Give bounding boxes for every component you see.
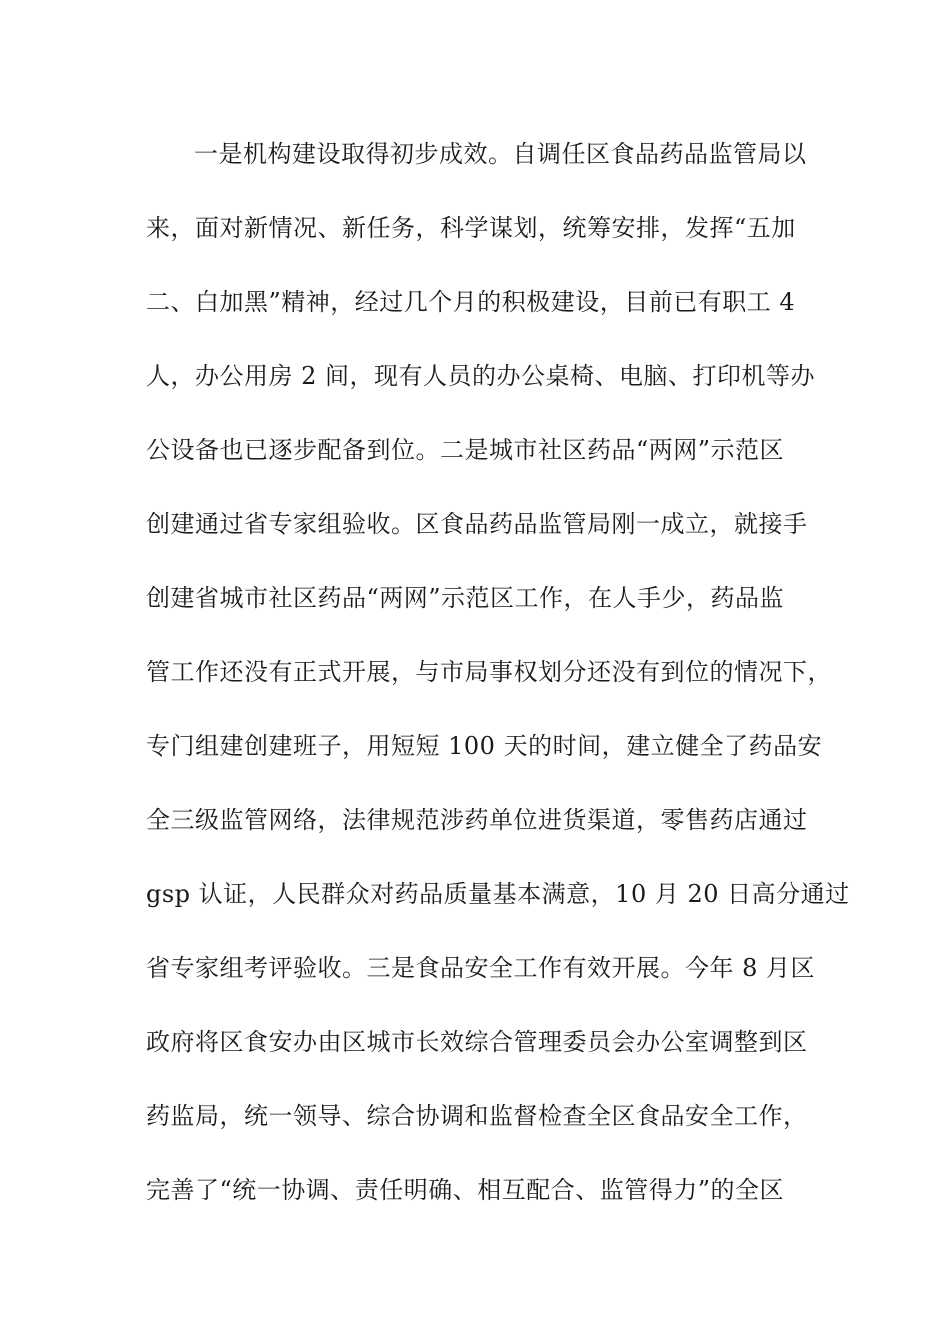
text-line: 创建通过省专家组验收。区食品药品监管局刚一成立，就接手 [146, 510, 808, 538]
text-line: 管工作还没有正式开展，与市局事权划分还没有到位的情况下， [146, 658, 832, 686]
text-line: 药监局，统一领导、综合协调和监督检查全区食品安全工作， [146, 1102, 808, 1130]
text-line: 专门组建创建班子，用短短 100 天的时间，建立健全了药品安 [146, 732, 823, 760]
body-text [146, 132, 850, 1242]
text-line: 省专家组考评验收。三是食品安全工作有效开展。今年 8 月区 [146, 954, 816, 982]
text-line: 公设备也已逐步配备到位。二是城市社区药品“两网”示范区 [146, 436, 785, 464]
text-line: gsp 认证，人民群众对药品质量基本满意，10 月 20 日高分通过 [146, 880, 850, 908]
text-line: 一是机构建设取得初步成效。自调任区食品药品监管局以 [194, 140, 807, 168]
text-line: 全三级监管网络，法律规范涉药单位进货渠道，零售药店通过 [146, 806, 808, 834]
text-line: 政府将区食安办由区城市长效综合管理委员会办公室调整到区 [146, 1028, 808, 1056]
text-line: 创建省城市社区药品“两网”示范区工作，在人手少，药品监 [146, 584, 785, 612]
text-line: 人，办公用房 2 间，现有人员的办公桌椅、电脑、打印机等办 [146, 362, 816, 390]
text-line: 来，面对新情况、新任务，科学谋划，统筹安排，发挥“五加 [146, 214, 796, 242]
text-line: 二、白加黑”精神，经过几个月的积极建设，目前已有职工 4 [146, 288, 796, 316]
text-line: 完善了“统一协调、责任明确、相互配合、监管得力”的全区 [146, 1176, 785, 1204]
